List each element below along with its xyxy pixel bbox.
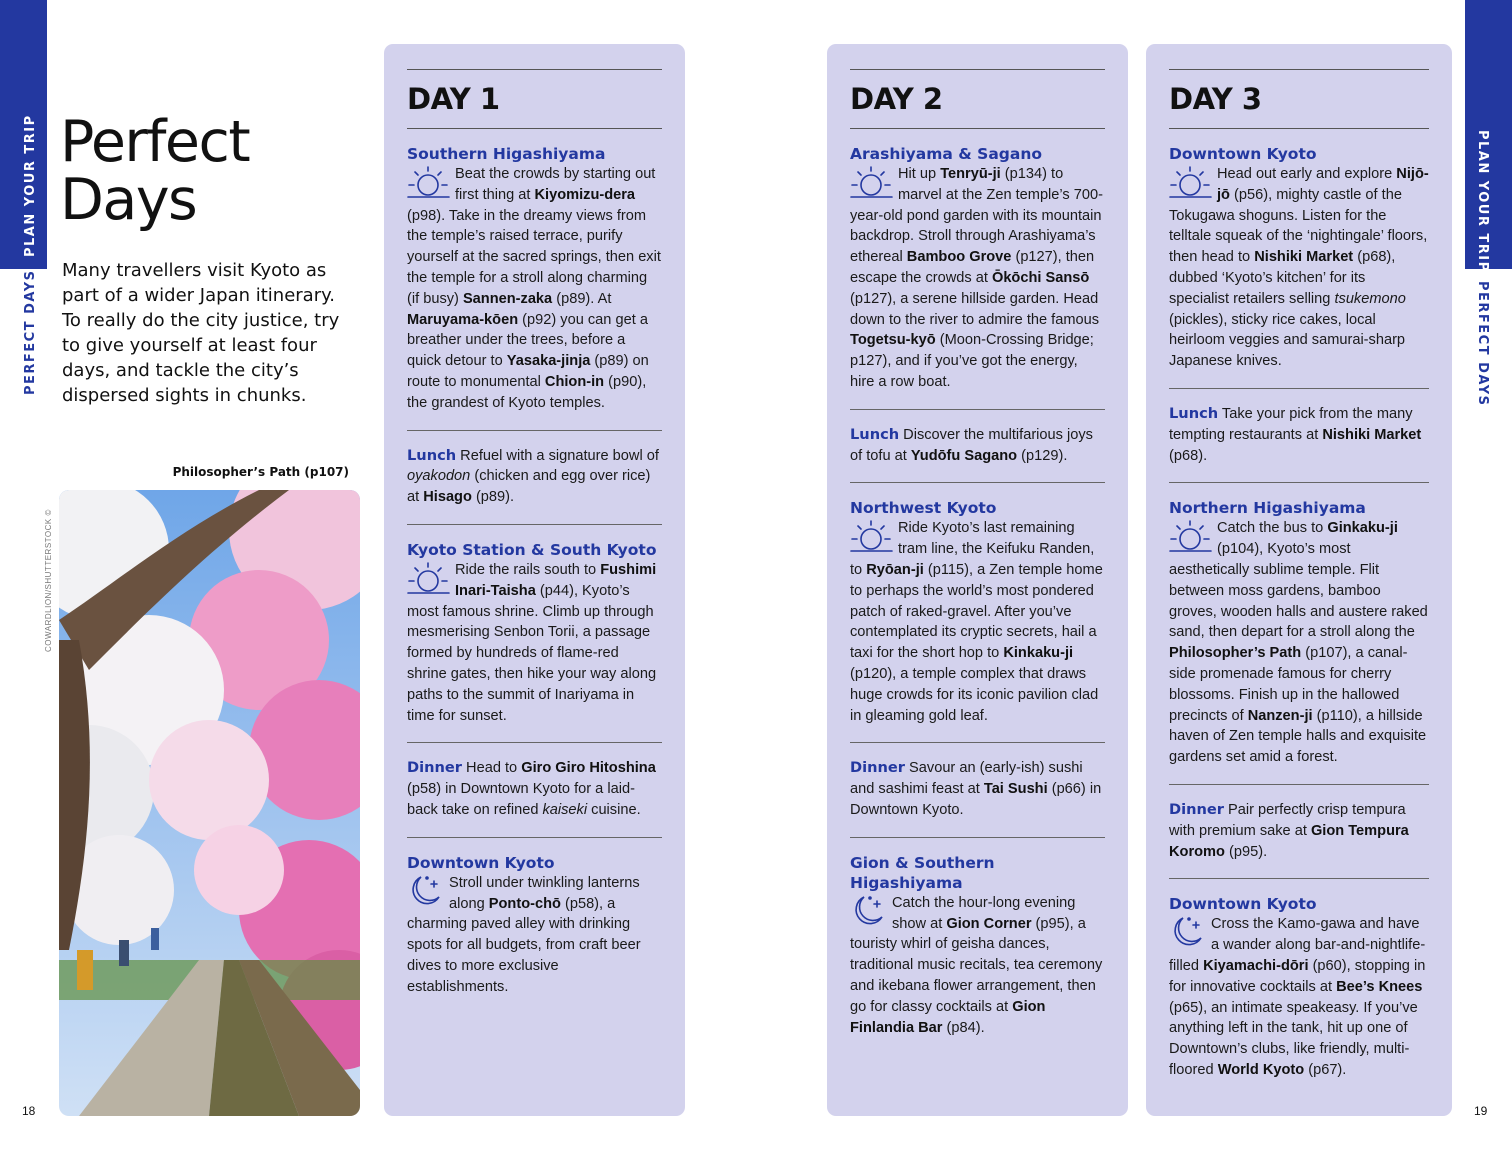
moon-icon [850, 893, 887, 929]
photo-credit: COWARDLION/SHUTTERSTOCK © [44, 509, 53, 652]
day-title: DAY 3 [1169, 82, 1262, 116]
section-text: Beat the crowds by starting out first thing at Kiyomizu-dera (p98). Take in the dreamy views from the temple’s raised terrace, purify yourself at the sacred springs, then exit the temple for a stroll along charming (if busy) Sannen-zaka (p89). At Maruyama-kōen (p92) you can get a breather under the trees, before a quick detour to Yasaka-jinja (p89) on route to monumental Chion-in (p90), the grandest of Kyoto temples. [407, 166, 661, 411]
meal-lunch [850, 409, 1105, 483]
photo-philosophers-path [59, 490, 360, 1116]
section-heading: Downtown Kyoto [1169, 145, 1317, 163]
section-text: Dinner Head to Giro Giro Hitoshina (p58) in Downtown Kyoto for a laid-back take on refined kaiseki cuisine. [407, 759, 656, 818]
section-heading: Northern Higashiyama [1169, 499, 1366, 518]
section-heading: Gion & Southern Higashiyama [850, 853, 995, 892]
section-text: Catch the bus to Ginkaku-ji (p104), Kyoto’s most aesthetically sublime temple. Flit between moss gardens, bamboo groves, wooden halls and austere raked sand, then depart for a stroll along the Philosopher’s Path (p107), a canal-side promenade famous for cherry blossoms. Finish up in the hallowed precincts of Nanzen-ji (p110), a hillside haven of Zen temple halls and exquisite gardens set amid a forest. [1169, 520, 1428, 766]
itinerary-section [1169, 128, 1429, 388]
day-card-1 [384, 44, 685, 1116]
side-label-perfect-right: PERFECT DAYS [1475, 281, 1490, 407]
day-card-3 [1146, 44, 1452, 1116]
section-text: Lunch Refuel with a signature bowl of oyakodon (chicken and egg over rice) at Hisago (p89). [407, 446, 659, 506]
itinerary-section [1169, 878, 1429, 1096]
side-label-perfect-left: PERFECT DAYS [23, 269, 38, 395]
sun-icon [850, 518, 893, 556]
photo-illustration [59, 490, 360, 1116]
page-title-line2: Days [60, 167, 197, 233]
section-heading: Downtown Kyoto [407, 853, 555, 872]
section-heading: Kyoto Station & South Kyoto [407, 540, 657, 559]
section-text: Hit up Tenryū-ji (p134) to marvel at the Zen temple’s 700-year-old pond garden with its mountain backdrop. Stroll through Arashiyama’s ethereal Bamboo Grove (p127), then escape the crowds at Ōkōchi Sansō (p127), a serene hillside garden. Head down to the river to admire the famous Togetsu-kyō (Moon-Crossing Bridge; p127), and if you’ve got the energy, hire a row boat. [850, 166, 1103, 390]
sun-icon [1169, 164, 1212, 202]
sun-icon [407, 560, 450, 598]
moon-icon [1169, 914, 1206, 950]
sun-icon [407, 164, 450, 202]
day-title: DAY 2 [850, 82, 943, 116]
section-text: Stroll under twinkling lanterns along Ponto-chō (p58), a charming paved alley with drinking spots for all budgets, from craft beer dives to more exclusive establishments. [407, 874, 641, 995]
section-text: Ride Kyoto’s last remaining tram line, the Keifuku Randen, to Ryōan-ji (p115), a Zen temple home to perhaps the world’s most pondered patch of raked-gravel. After you’ve contemplated its cryptic secrets, hail a taxi for the short hop to Kinkaku-ji (p120), a temple complex that draws huge crowds for its iconic pavilion clad in gleaming gold leaf. [850, 520, 1103, 724]
section-heading: Arashiyama & Sagano [850, 145, 1043, 163]
sun-icon [850, 164, 893, 202]
section-text: Dinner Savour an (early-ish) sushi and sashimi feast at Tai Sushi (p66) in Downtown Kyoto. [850, 759, 1102, 818]
section-text: Lunch Discover the multifarious joys of tofu at Yudōfu Sagano (p129). [850, 425, 1093, 464]
side-label-plan-right: PLAN YOUR TRIP [1475, 130, 1490, 273]
itinerary-section [850, 837, 1105, 1055]
meal-label: Lunch [1169, 404, 1219, 422]
meal-label: Dinner [850, 759, 905, 777]
meal-label: Dinner [1169, 800, 1224, 818]
section-text: Catch the hour-long evening show at Gion Corner (p95), a touristy whirl of geisha dances, traditional music recitals, tea ceremony and ikebana flower arrangement, then go for classy cocktails at Gion Finlandia Bar (p84). [850, 894, 1103, 1036]
moon-icon [407, 873, 444, 909]
section-text: Ride the rails south to Fushimi Inari-Taisha (p44), Kyoto’s most famous shrine. Climb up through mesmerising Senbon Torii, a passage formed by hundreds of flame-red shrine gates, then hike your way along paths to the summit of Inariyama in time for sunset. [407, 561, 657, 724]
meal-label: Lunch [407, 446, 457, 464]
meal-label: Lunch [850, 425, 900, 443]
itinerary-section [407, 524, 662, 742]
section-text: Dinner Pair perfectly crisp tempura with premium sake at Gion Tempura Koromo (p95). [1169, 800, 1409, 860]
meal-label: Dinner [407, 759, 462, 777]
meal-dinner [850, 742, 1105, 836]
section-heading: Southern Higashiyama [407, 145, 606, 163]
meal-dinner [1169, 784, 1429, 878]
itinerary-section [850, 128, 1105, 409]
photo-caption: Philosopher’s Path (p107) [172, 465, 349, 479]
section-heading: Downtown Kyoto [1169, 895, 1317, 914]
section-text: Lunch Take your pick from the many tempting restaurants at Nishiki Market (p68). [1169, 404, 1422, 464]
itinerary-section [850, 482, 1105, 742]
sun-icon [1169, 518, 1212, 556]
page-title [60, 109, 250, 233]
meal-lunch [1169, 388, 1429, 482]
page-number-left: 18 [22, 1104, 36, 1118]
itinerary-section [407, 128, 662, 430]
meal-lunch [407, 430, 662, 524]
section-heading: Northwest Kyoto [850, 499, 997, 518]
intro-text: Many travellers visit Kyoto as part of a wider Japan itinerary. To really do the city justice, try to give yourself at least four days, and tackle the city’s dispersed sights in chunks. [62, 260, 340, 406]
side-label-plan-left: PLAN YOUR TRIP [23, 114, 38, 257]
itinerary-section [1169, 482, 1429, 784]
day-card-2 [827, 44, 1128, 1116]
meal-dinner [407, 742, 662, 836]
section-text: Cross the Kamo-gawa and have a wander along bar-and-nightlife-filled Kiyamachi-dōri (p60), stopping in for innovative cocktails at Bee’s Knees (p65), an intimate speakeasy. If you’ve anything left in the tank, hit up one of Downtown’s clubs, like friendly, multi-floored World Kyoto (p67). [1169, 916, 1426, 1078]
page-title-line1: Perfect [60, 109, 250, 175]
section-text: Head out early and explore Nijō-jō (p56), mighty castle of the Tokugawa shoguns. Listen for the telltale squeak of the ‘nightingale’ floors, then head to Nishiki Market (p68), dubbed ‘Kyoto’s kitchen’ for its specialist retailers selling tsukemono (pickles), sticky rice cakes, local heirloom veggies and samurai-sharp Japanese knives. [1169, 166, 1429, 370]
day-title: DAY 1 [407, 82, 500, 116]
page-number-right: 19 [1474, 1104, 1488, 1118]
itinerary-section [407, 837, 662, 1014]
